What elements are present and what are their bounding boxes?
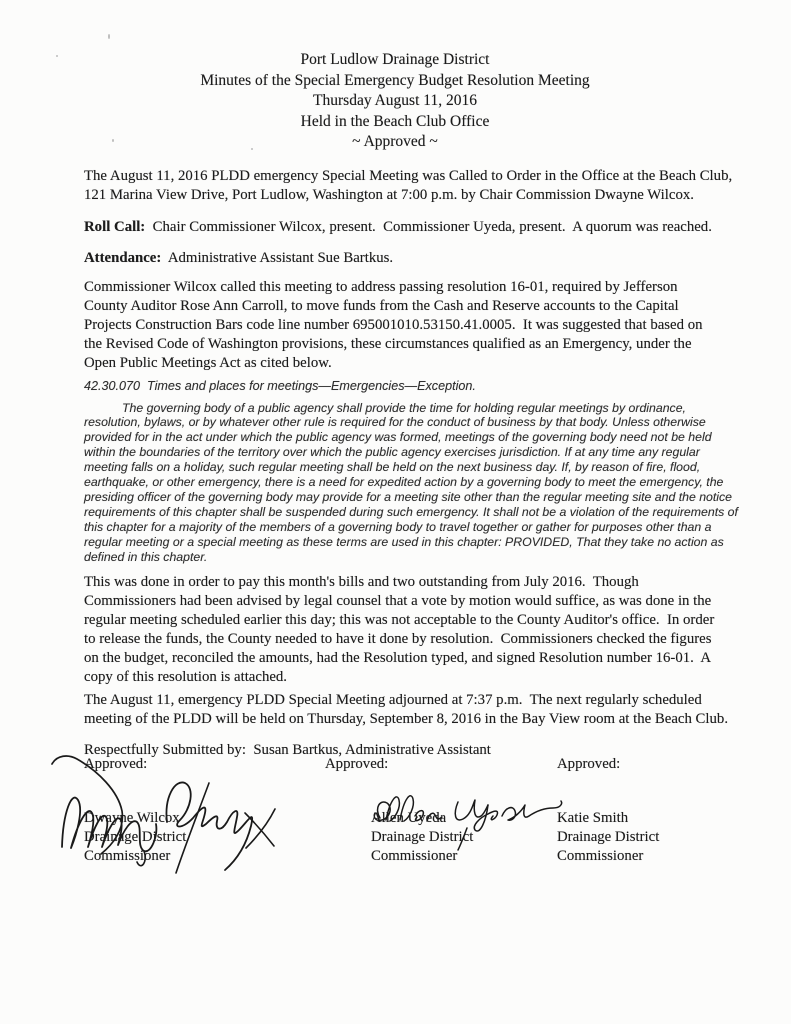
opening-paragraph: The August 11, 2016 PLDD emergency Special Meeting was Called to Order in the Office at the Beach Club, 121 Marina View Drive, Port Ludlow, Washington at 7:00 p.m. by Chair Commission Dwayne Wilcox. xyxy=(84,167,736,203)
attendance-text: Administrative Assistant Sue Bartkus. xyxy=(161,249,394,266)
doc-title-approved: ~ Approved ~ xyxy=(352,133,438,150)
signature-block-smith xyxy=(557,755,757,866)
submitted-by-line: Respectfully Submitted by: Susan Bartkus, Administrative Assistant xyxy=(84,742,491,759)
doc-title-org: Port Ludlow Drainage District xyxy=(300,51,490,68)
signer-title: Commissioner xyxy=(557,848,644,864)
roll-call-text: Chair Commissioner Wilcox, present. Commissioner Uyeda, present. A quorum was reached. xyxy=(145,218,712,235)
approved-label: Approved: xyxy=(557,756,621,772)
purpose-paragraph: Commissioner Wilcox called this meeting to address passing resolution 16-01, required by Jefferson County Auditor Rose Ann Carroll, to move funds from the Cash and Reserve accounts to the Capital Projects Construction Bars code line number 695001010.53150.41.0005. It was suggested that based on the Revised Code of Washington provisions, these circumstances qualified as an Emergency, under the Open Public Meetings Act as cited below. xyxy=(84,278,707,371)
title-block xyxy=(84,50,706,153)
signer-org: Drainage District xyxy=(84,829,187,845)
signer-name: Allen Uyeda xyxy=(371,810,447,826)
signer-name: Dwayne Wilcox xyxy=(84,810,180,826)
signature-block-wilcox xyxy=(84,755,324,866)
signature-block-uyeda xyxy=(325,755,551,866)
statute-citation-heading: 42.30.070 Times and places for meetings—Emergencies—Exception. xyxy=(84,378,476,393)
adjournment-paragraph: The August 11, emergency PLDD Special Meeting adjourned at 7:37 p.m. The next regularly scheduled meeting of the PLDD will be held on Thursday, September 8, 2016 in the Bay View room at the Beach Club. xyxy=(84,692,729,728)
doc-title-date: Thursday August 11, 2016 xyxy=(313,92,477,109)
attendance-label: Attendance: xyxy=(84,249,162,266)
approved-label: Approved: xyxy=(84,756,148,772)
scan-speckle xyxy=(56,55,58,57)
signer-title: Commissioner xyxy=(84,848,171,864)
attendance-line xyxy=(84,249,736,268)
signer-org: Drainage District xyxy=(557,829,660,845)
scan-speckle xyxy=(108,34,110,39)
doc-title-location: Held in the Beach Club Office xyxy=(300,112,490,130)
signer-title: Commissioner xyxy=(371,848,458,864)
approved-label: Approved: xyxy=(325,756,389,772)
signer-org: Drainage District xyxy=(371,829,474,845)
statute-quoted-text: The governing body of a public agency shall provide the time for holding regular meetings by ordinance, resolution, bylaws, or by whatever other rule is required for the conduct of business by that body. Unless otherwise provided for in the act under which the public agency was formed, meetings of the governing body need not be held within the boundaries of the territory over which the public agency exercises jurisdiction. If at any time any regular meeting falls on a holiday, such regular meeting shall be held on the next business day. If, by reason of fire, flood, earthquake, or other emergency, there is a need for expedited action by a governing body to meet the emergency, the presiding officer of the governing body may provide for a meeting site other than the regular meeting site and the notice requirements of this chapter shall be suspended during such emergency. It shall not be a violation of the requirements of this chapter for a majority of the members of a governing body to travel together or gather for purposes other than a regular meeting or a special meeting as these terms are used in this chapter: PROVIDED, That they take no action as defined in this chapter. xyxy=(84,400,742,564)
roll-call-line xyxy=(84,218,736,237)
roll-call-label: Roll Call: xyxy=(84,218,146,235)
doc-title-minutes: Minutes of the Special Emergency Budget Resolution Meeting xyxy=(200,71,590,89)
signer-name: Katie Smith xyxy=(557,810,629,826)
resolution-action-paragraph: This was done in order to pay this month's bills and two outstanding from July 2016. Though Commissioners had been advised by legal counsel that a vote by motion would suffice, as was done in the regular meeting scheduled earlier this day; this was not acceptable to the County Auditor's office. In order to release the funds, the County needed to have it done by resolution. Commissioners checked the figures on the budget, reconciled the amounts, had the Resolution typed, and signed Resolution number 16-01. A copy of this resolution is attached. xyxy=(84,574,718,686)
document-body xyxy=(84,50,744,760)
